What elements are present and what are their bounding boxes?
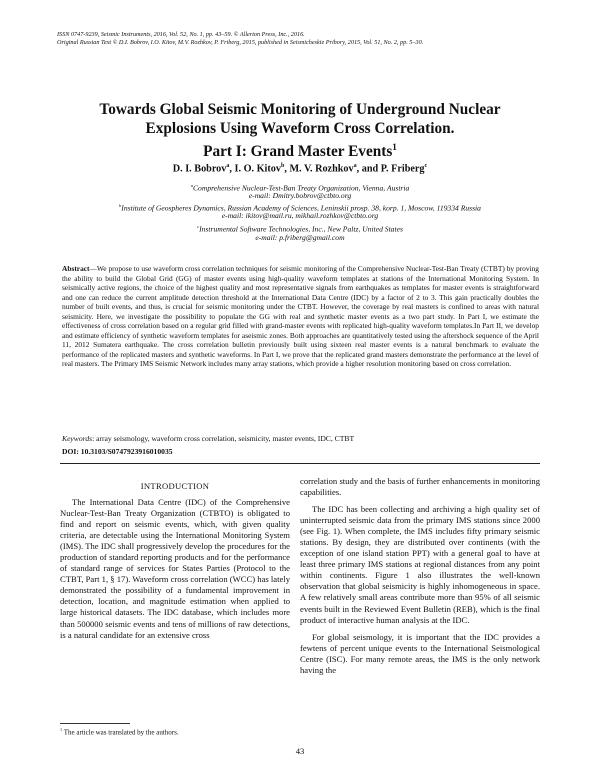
- affiliation-b: $^b$Institute of Geospheres Dynamics, Russian Academy of Sciences, Leninskii prosp. 38, korp. 1, Moscow, 119334 Russia: [119, 203, 481, 213]
- keywords: [62, 434, 539, 443]
- intro-heading: INTRODUCTION: [140, 481, 210, 491]
- right-paragraph-1: correlation study and the basis of further enhancements in monitoring capabilities.: [300, 476, 540, 498]
- right-paragraph-2: The IDC has been collecting and archiving a high quality set of uninterrupted seismic data from the primary IMS stations since 2000 (see Fig. 1). When complete, the IMS includes fifty primary seismic stations. By design, they are distributed over continents (with the exception of one island station PPT) with a general goal to have at least three primary IMS stations at regional distances from any point within continents. Figure 1 also illustrates the well-known observation that global seismicity is highly inhomogeneous in space. A few relatively small areas contribute more than 95% of all seismic events built in the Reviewed Event Bulletin (REB), which is the final product of interactive human analysis at the IDC.: [300, 504, 540, 625]
- title-line1: Towards Global Seismic Monitoring of Underground Nuclear: [99, 101, 501, 118]
- title-line3: Part I: Grand Master Events$^1$: [203, 142, 397, 161]
- page-number: 43: [295, 746, 305, 756]
- article-title: [60, 101, 540, 162]
- left-column: [60, 497, 290, 641]
- right-paragraph-3: For global seismology, it is important that the IDC provides a fewtens of percent unique events to the International Seismological Centre (ISC). For many remote areas, the IMS is the only network having the: [300, 631, 540, 675]
- author-1: D. I. Bobrov: [172, 163, 227, 175]
- author-3: M. V. Rozhkov: [289, 163, 354, 175]
- doi: DOI: 10.3103/S0747923916010035: [62, 447, 173, 456]
- author-4: P. Friberg: [380, 163, 425, 175]
- journal-header: [57, 31, 557, 47]
- author-2: I. O. Kitov: [234, 163, 281, 175]
- affiliation-c-email: e-mail: p.friberg@gmail.com: [255, 233, 345, 242]
- affiliation-a-email: e-mail: Dmitry.bobrov@ctbto.org: [248, 191, 352, 200]
- keywords-text: : array seismology, waveform cross correlation, seismicity, master events, IDC, CTBT: [92, 434, 355, 443]
- abstract: [62, 264, 539, 369]
- footnote: $^1$ The article was translated by the authors.: [60, 727, 179, 737]
- journal-header-line2: Original Russian Text © D.I. Bobrov, I.O. Kitov, M.V. Rozhkov, P. Friberg, 2015, published in Seismicheskie Pribory, 2015, Vol. 51, No. 2, pp. 5–30.: [57, 39, 424, 46]
- affiliation-a: $^a$Comprehensive Nuclear-Test-Ban Treaty Organization, Vienna, Austria: [190, 183, 410, 193]
- abstract-label: Abstract: [62, 264, 90, 273]
- author-list: D. I. Bobrov$^a$, I. O. Kitov$^b$, M. V. Rozhkov$^a$, and P. Friberg$^c$: [172, 163, 428, 175]
- footnote-rule: [60, 723, 130, 724]
- affiliation-c: $^c$Instrumental Software Technologies, Inc., New Paltz, United States: [197, 224, 403, 234]
- affiliation-b-email: e-mail: ikitov@mail.ru, mikhail.rozhkov@ctbto.org: [221, 211, 379, 220]
- title-line2: Explosions Using Waveform Cross Correlation.: [145, 119, 455, 137]
- right-column: [300, 476, 540, 676]
- journal-header-line1: ISSN 0747-9239, Seismic Instruments, 2016, Vol. 52, No. 1, pp. 43–59. © Allerton Press, Inc., 2016.: [57, 31, 305, 38]
- left-paragraph-1: The International Data Centre (IDC) of the Comprehensive Nuclear-Test-Ban Treaty Organization (CTBTO) is obligated to find and report on seismic events, which, with given quality criteria, are detectable using the International Monitoring System (IMS). The IDC shall progressively develop the procedures for the production of standard reporting products and for the performance of standard range of services for States Parties (Protocol to the CTBT, Part 1, § 17). Waveform cross correlation (WCC) has lately demonstrated the possibility of a fundamental improvement in detection, location, and magnitude estimation when applied to large historical datasets. The IDC database, which includes more than 500000 seismic events and tens of millions of raw detections, is a natural candidate for an extensive cross: [60, 497, 290, 640]
- section-divider: [60, 463, 540, 464]
- title-footnote-mark: 1: [392, 142, 397, 152]
- keywords-label: Keywords: [62, 434, 93, 443]
- abstract-text: —We propose to use waveform cross correlation techniques for seismic monitoring of the Comprehensive Nuclear-Test-Ban Treaty (CTBT) by proving the ability to build the Global Grid (GG) of master events using high-quality waveform templates at stations of the International Monitoring System. In seismically active regions, the choice of the highest quality and most representative signals from earthquakes as templates for master events is straightforward and one can reduce the current amplitude detection threshold at the International Data Centre (IDC) by a factor of 2 to 3. This gain practically doubles the number of built events, and thus, is crucial for seismic monitoring under the CTBT. However, the coverage by real masters is confined to areas with natural seismicity. Here, we investigate the possibility to populate the GG with real and synthetic master events as a two part study. In Part I, we estimate the effectiveness of cross correlation based on a regular grid filled with grand-master events with replicated high-quality waveform templates.In Part II, we develop and estimate efficiency of synthetic waveform templates for aseismic zones. Both approaches are quantitatively tested using the aftershock sequence of the April 11, 2012 Sumatera earthquake. The cross correlation bulletin previously built using sixteen real master events is a natural benchmark to evaluate the performance of the replicated masters and synthetic waveforms. In Part I, we prove that the replicated grand masters demonstrate the performance at the level of real masters. The Primary IMS Seismic Network includes many array stations, which provide a higher resolution monitoring based on cross correlation.: [62, 264, 539, 369]
